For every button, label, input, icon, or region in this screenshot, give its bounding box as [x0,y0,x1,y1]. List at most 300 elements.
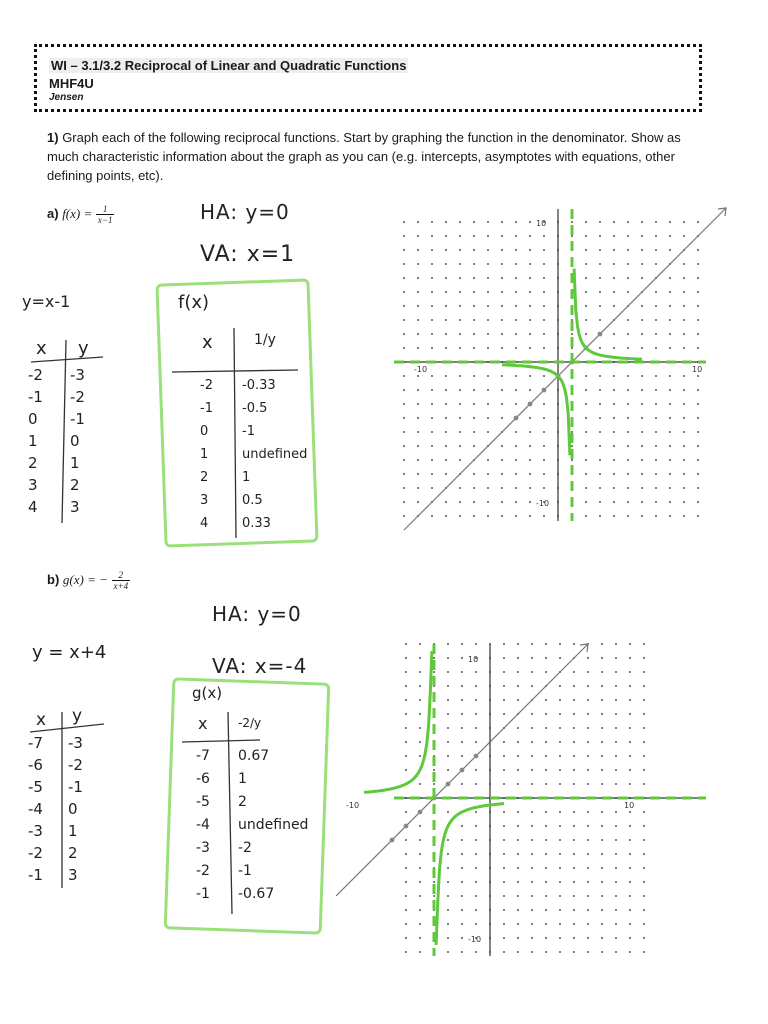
grid-dot [683,417,685,419]
grid-dot [587,937,589,939]
grid-dot [417,389,419,391]
grid-dot [559,853,561,855]
grid-dot [417,319,419,321]
grid-dot [599,389,601,391]
grid-dot [503,755,505,757]
grid-dot [487,235,489,237]
grid-dot [629,923,631,925]
grid-dot [431,277,433,279]
grid-dot [559,769,561,771]
grid-dot [643,699,645,701]
grid-dot [419,895,421,897]
grid-dot [431,333,433,335]
grid-dot [599,319,601,321]
grid-dot [417,235,419,237]
grid-dot [515,515,517,517]
grid-dot [459,333,461,335]
grid-dot [405,685,407,687]
grid-dot [445,291,447,293]
grid-dot [473,263,475,265]
grid-dot [431,249,433,251]
grid-dot [587,713,589,715]
grid-dot [461,839,463,841]
grid-dot [405,699,407,701]
x-axis-max-label: 10 [624,801,635,810]
grid-dot [419,783,421,785]
grid-dot [459,291,461,293]
grid-dot [419,867,421,869]
grid-dot [643,741,645,743]
grid-dot [613,459,615,461]
table-cell-y: -1 [242,424,255,439]
grid-dot [501,263,503,265]
grid-dot [573,825,575,827]
grid-dot [403,389,405,391]
linear-point [514,416,519,421]
grid-dot [403,249,405,251]
table-cell-x: 4 [28,498,38,516]
grid-dot [501,375,503,377]
grid-dot [531,909,533,911]
grid-dot [545,671,547,673]
grid-dot [601,811,603,813]
grid-dot [501,291,503,293]
grid-dot [403,333,405,335]
grid-dot [501,501,503,503]
grid-dot [587,671,589,673]
grid-dot [613,347,615,349]
grid-dot [419,923,421,925]
part-a-reciprocal-table [170,290,310,540]
grid-dot [697,431,699,433]
grid-dot [419,937,421,939]
table-cell-x: -4 [196,817,210,833]
grid-dot [629,853,631,855]
grid-dot [629,657,631,659]
grid-dot [417,403,419,405]
grid-dot [461,909,463,911]
grid-dot [461,853,463,855]
grid-dot [531,867,533,869]
grid-dot [615,909,617,911]
grid-dot [447,951,449,953]
grid-dot [403,221,405,223]
grid-dot [517,783,519,785]
grid-dot [629,783,631,785]
grid-dot [431,221,433,223]
grid-dot [599,235,601,237]
grid-dot [447,671,449,673]
table-cell-y: -1 [70,410,85,428]
grid-dot [615,881,617,883]
grid-dot [613,431,615,433]
grid-dot [643,867,645,869]
grid-dot [403,403,405,405]
grid-dot [615,783,617,785]
grid-dot [447,713,449,715]
grid-dot [641,319,643,321]
grid-dot [599,431,601,433]
reciprocal-title: g(x) [192,684,223,702]
linear-point [404,824,409,829]
grid-dot [445,389,447,391]
grid-dot [697,347,699,349]
grid-dot [571,319,573,321]
grid-dot [627,487,629,489]
grid-dot [473,417,475,419]
grid-dot [417,375,419,377]
grid-dot [587,657,589,659]
grid-dot [669,473,671,475]
grid-dot [475,853,477,855]
grid-dot [503,657,505,659]
grid-dot [517,685,519,687]
grid-dot [405,923,407,925]
grid-dot [683,305,685,307]
table-lines [170,290,310,540]
grid-dot [559,783,561,785]
grid-dot [417,501,419,503]
grid-dot [641,403,643,405]
grid-dot [641,515,643,517]
grid-dot [445,319,447,321]
grid-dot [417,221,419,223]
grid-dot [517,867,519,869]
grid-dot [433,783,435,785]
grid-dot [445,235,447,237]
grid-dot [599,417,601,419]
grid-dot [447,643,449,645]
worksheet-title: WI – 3.1/3.2 Reciprocal of Linear and Quadratic Functions [51,58,407,73]
grid-dot [587,727,589,729]
grid-dot [627,263,629,265]
grid-dot [585,291,587,293]
grid-dot [501,305,503,307]
grid-dot [459,277,461,279]
grid-dot [405,643,407,645]
grid-dot [641,375,643,377]
grid-dot [545,923,547,925]
grid-dot [601,825,603,827]
grid-dot [559,755,561,757]
grid-dot [403,459,405,461]
grid-dot [447,909,449,911]
grid-dot [573,783,575,785]
grid-dot [571,347,573,349]
grid-dot [531,853,533,855]
grid-dot [515,221,517,223]
grid-dot [517,699,519,701]
grid-dot [529,347,531,349]
grid-dot [641,263,643,265]
grid-dot [627,515,629,517]
grid-dot [641,305,643,307]
grid-dot [543,403,545,405]
grid-dot [447,839,449,841]
grid-dot [613,249,615,251]
grid-dot [403,305,405,307]
grid-dot [461,881,463,883]
grid-dot [433,881,435,883]
grid-dot [515,235,517,237]
grid-dot [447,867,449,869]
grid-dot [461,951,463,953]
grid-dot [585,263,587,265]
grid-dot [431,263,433,265]
grid-dot [601,657,603,659]
part-a-function-name: f(x) = [62,205,93,221]
grid-dot [627,249,629,251]
grid-dot [613,235,615,237]
table-header-x: x [36,710,47,730]
grid-dot [417,347,419,349]
grid-dot [445,501,447,503]
grid-dot [655,403,657,405]
grid-dot [573,811,575,813]
grid-dot [571,459,573,461]
table-cell-x: 3 [200,493,209,508]
grid-dot [545,741,547,743]
grid-dot [501,347,503,349]
grid-dot [585,515,587,517]
grid-dot [517,839,519,841]
grid-dot [475,825,477,827]
grid-dot [601,853,603,855]
y-axis-max-label: 10 [468,655,479,664]
grid-dot [559,951,561,953]
grid-dot [615,685,617,687]
grid-dot [445,515,447,517]
grid-dot [613,305,615,307]
grid-dot [655,221,657,223]
grid-dot [417,333,419,335]
grid-dot [403,515,405,517]
grid-dot [517,937,519,939]
grid-dot [503,839,505,841]
grid-dot [559,713,561,715]
table-cell-x: 1 [28,432,38,450]
grid-dot [431,445,433,447]
grid-dot [585,221,587,223]
grid-dot [669,305,671,307]
grid-dot [531,937,533,939]
grid-dot [447,811,449,813]
grid-dot [475,839,477,841]
grid-dot [627,501,629,503]
grid-dot [601,881,603,883]
grid-dot [543,319,545,321]
grid-dot [697,221,699,223]
grid-dot [571,445,573,447]
grid-dot [531,951,533,953]
grid-dot [643,671,645,673]
grid-dot [615,937,617,939]
grid-dot [529,221,531,223]
grid-dot [559,741,561,743]
grid-dot [669,515,671,517]
grid-dot [669,249,671,251]
grid-dot [487,459,489,461]
grid-dot [433,657,435,659]
grid-dot [475,881,477,883]
grid-dot [475,643,477,645]
grid-dot [683,319,685,321]
grid-dot [475,923,477,925]
grid-dot [599,347,601,349]
grid-dot [503,937,505,939]
grid-dot [515,375,517,377]
y-axis-min-label: -10 [536,499,550,508]
grid-dot [405,671,407,673]
grid-dot [683,375,685,377]
grid-dot [585,277,587,279]
grid-dot [613,445,615,447]
grid-dot [627,235,629,237]
grid-dot [487,487,489,489]
grid-dot [529,515,531,517]
grid-dot [473,389,475,391]
grid-dot [531,685,533,687]
grid-dot [515,277,517,279]
grid-dot [529,389,531,391]
x-axis-min-label: -10 [414,365,428,374]
grid-dot [431,291,433,293]
grid-dot [459,501,461,503]
grid-dot [643,923,645,925]
table-cell-y: 3 [70,498,80,516]
grid-dot [573,937,575,939]
grid-dot [655,333,657,335]
table-cell-y: -0.5 [242,401,268,416]
grid-dot [573,685,575,687]
grid-dot [503,671,505,673]
grid-dot [461,671,463,673]
grid-dot [487,515,489,517]
grid-dot [545,853,547,855]
grid-dot [459,417,461,419]
grid-dot [461,895,463,897]
table-cell-x: 1 [200,447,209,462]
grid-dot [431,347,433,349]
table-header-x: x [202,332,213,353]
grid-dot [517,657,519,659]
grid-dot [615,741,617,743]
grid-dot [627,347,629,349]
table-cell-x: -3 [196,840,210,856]
grid-dot [587,951,589,953]
grid-dot [669,459,671,461]
grid-dot [419,713,421,715]
grid-dot [473,333,475,335]
grid-dot [573,769,575,771]
grid-dot [697,501,699,503]
grid-dot [643,769,645,771]
table-cell-x: -6 [28,756,43,774]
grid-dot [503,741,505,743]
grid-dot [559,839,561,841]
grid-dot [697,515,699,517]
grid-dot [405,909,407,911]
grid-dot [601,671,603,673]
grid-dot [655,501,657,503]
grid-dot [629,881,631,883]
grid-dot [501,459,503,461]
grid-dot [669,417,671,419]
grid-dot [543,291,545,293]
grid-dot [503,909,505,911]
grid-dot [599,305,601,307]
grid-dot [403,263,405,265]
grid-dot [545,839,547,841]
grid-dot [501,403,503,405]
grid-dot [501,389,503,391]
grid-dot [543,417,545,419]
grid-dot [447,853,449,855]
grid-dot [447,923,449,925]
question-1 [47,128,707,185]
grid-dot [461,937,463,939]
grid-dot [615,699,617,701]
grid-dot [545,867,547,869]
grid-dot [655,319,657,321]
grid-dot [531,643,533,645]
grid-dot [515,487,517,489]
grid-dot [629,825,631,827]
grid-dot [613,515,615,517]
grid-dot [501,487,503,489]
grid-dot [473,501,475,503]
grid-dot [545,909,547,911]
grid-dot [529,473,531,475]
grid-dot [697,263,699,265]
grid-dot [543,487,545,489]
grid-dot [573,951,575,953]
grid-dot [515,431,517,433]
grid-dot [559,811,561,813]
grid-dot [587,895,589,897]
grid-dot [447,881,449,883]
grid-dot [419,755,421,757]
grid-dot [655,249,657,251]
grid-dot [501,277,503,279]
grid-dot [503,685,505,687]
grid-dot [629,671,631,673]
grid-dot [601,937,603,939]
table-cell-x: -1 [196,886,210,902]
grid-dot [601,839,603,841]
grid-dot [515,389,517,391]
grid-dot [445,347,447,349]
table-cell-x: -4 [28,800,43,818]
grid-dot [417,487,419,489]
grid-dot [571,221,573,223]
grid-dot [615,951,617,953]
grid-dot [501,417,503,419]
table-cell-x: -6 [196,771,210,787]
grid-dot [405,867,407,869]
table-header-x: x [198,714,208,733]
grid-dot [405,657,407,659]
grid-dot [447,727,449,729]
table-cell-y: 0.33 [242,516,271,531]
grid-dot [545,713,547,715]
grid-dot [573,923,575,925]
grid-dot [545,755,547,757]
grid-dot [461,699,463,701]
grid-dot [405,951,407,953]
grid-dot [445,417,447,419]
grid-dot [517,741,519,743]
